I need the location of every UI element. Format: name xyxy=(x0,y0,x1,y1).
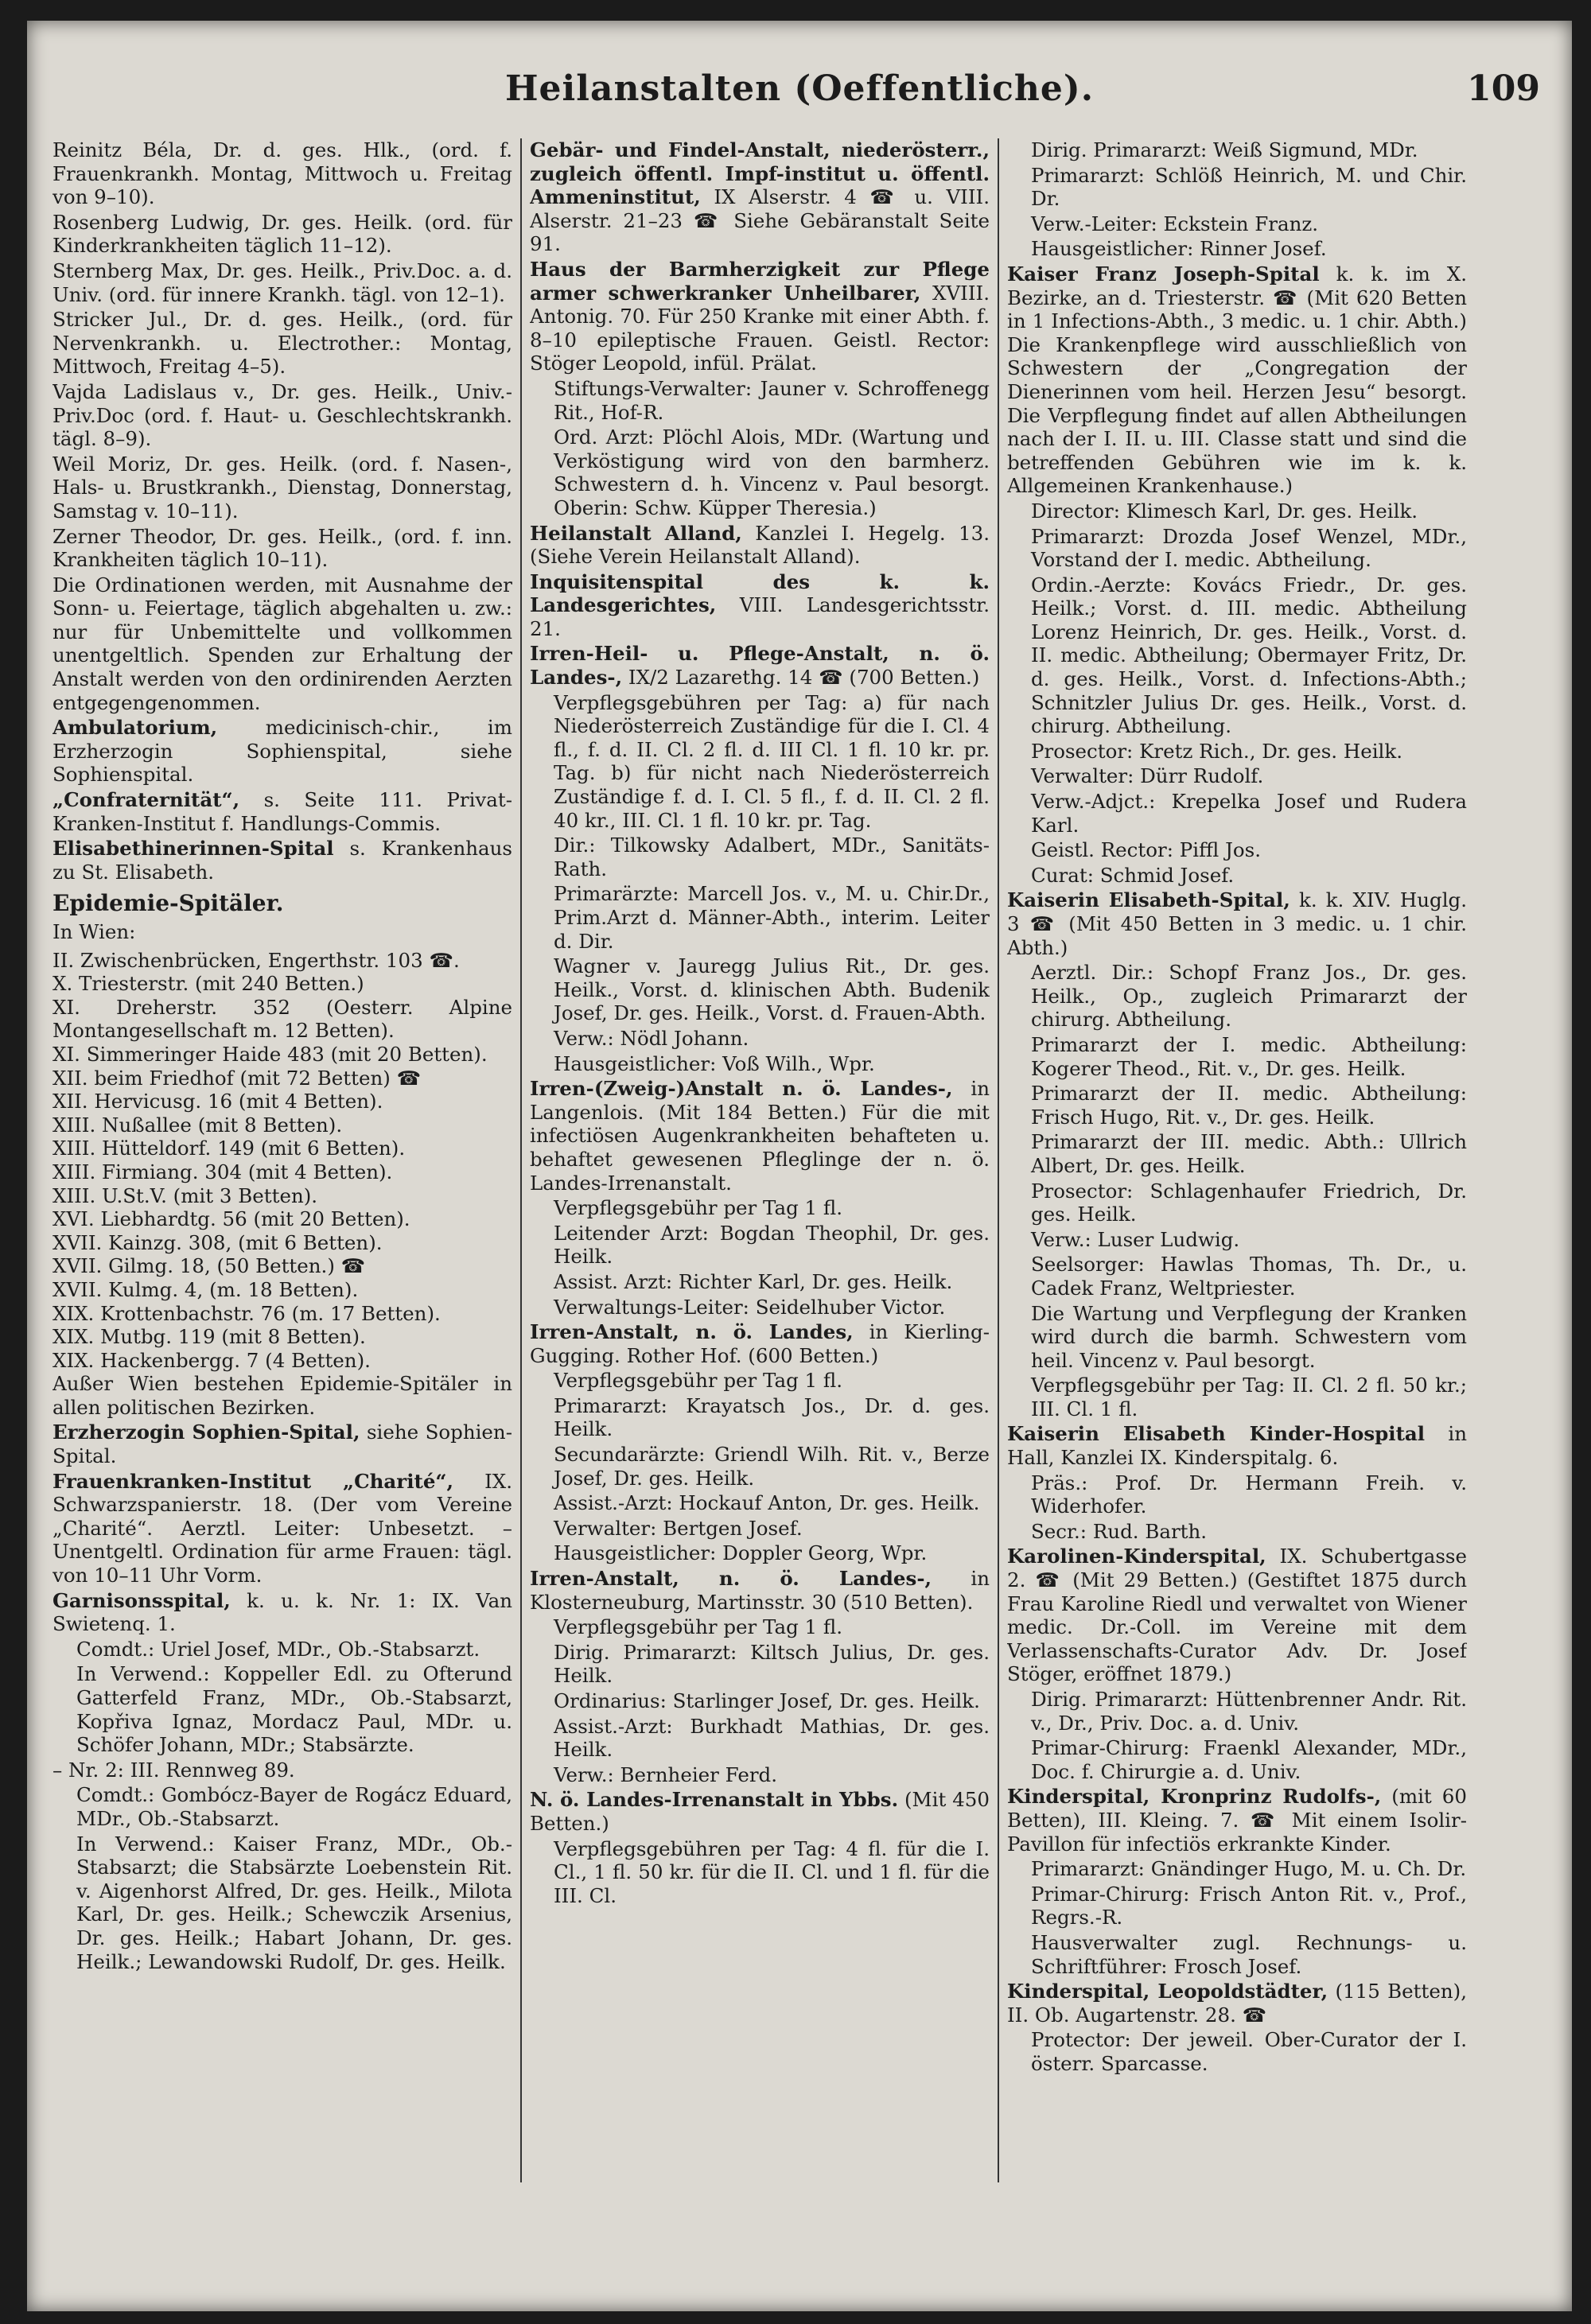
entry: Verwaltungs-Leiter: Seidelhuber Victor. xyxy=(554,1295,946,1319)
entry: Die Ordinationen werden, mit Ausnahme der Sonn- u. Feiertage, täglich abgehalten u. zw.: nur für Unbemittelte und vollkommen unentgeltlich. Spenden zur Erhaltung der Anstalt werden von den ordinirenden Aerzten entgegengenommen. xyxy=(53,573,512,714)
entry-heading: Kaiserin Elisabeth Kinder-Hospital xyxy=(1007,1422,1426,1446)
entry: Primararzt: Schlöß Heinrich, M. und Chir. Dr. xyxy=(1031,163,1467,211)
entry: Verpflegsgebühr per Tag 1 fl. xyxy=(554,1369,843,1393)
entry-heading: „Confraternität“, xyxy=(53,788,240,812)
entry: Primararzt: Gnändinger Hugo, M. u. Ch. Dr. xyxy=(1031,1857,1467,1881)
list-item: XIII. U.St.V. (mit 3 Betten). xyxy=(53,1183,318,1207)
entry xyxy=(530,642,990,689)
entry-text: siehe Sophien-Spital. xyxy=(53,1420,512,1468)
entry: Geistl. Rector: Piffl Jos. xyxy=(1031,838,1262,862)
entry-heading: Irren-Anstalt, n. ö. Landes-, xyxy=(530,1567,932,1591)
entry: Dirig. Primararzt: Kiltsch Julius, Dr. ges. Heilk. xyxy=(554,1640,990,1688)
entry: Ord. Arzt: Plöchl Alois, MDr. (Wartung und Verköstigung wird von den barmherz. Schwestern d. h. Vincenz v. Paul besorgt. Oberin: Schw. Küpper Theresia.) xyxy=(554,426,990,519)
entry: Primar-Chirurg: Fraenkl Alexander, MDr., Doc. f. Chirurgie a. d. Univ. xyxy=(1031,1736,1467,1783)
entry: Wagner v. Jauregg Julius Rit., Dr. ges. Heilk., Vorst. d. klinischen Abth. Budenik Josef, Dr. ges. Heilk., Vorst. d. Frauen-Abth. xyxy=(554,954,990,1025)
list-item: X. Triesterstr. (mit 240 Betten.) xyxy=(53,972,364,996)
entry-text: in Hall, Kanzlei IX. Kinderspitalg. 6. xyxy=(1007,1422,1467,1470)
list-item: XIX. Hackenbergg. 7 (4 Betten). xyxy=(53,1348,371,1372)
page-header xyxy=(27,68,1572,132)
entry-heading: Karolinen-Kinderspital, xyxy=(1007,1545,1266,1568)
entry xyxy=(1007,262,1467,498)
entry: Leitender Arzt: Bogdan Theophil, Dr. ges. Heilk. xyxy=(554,1221,990,1269)
entry: Die Wartung und Verpflegung der Kranken wird durch die barmh. Schwestern vom heil. Vincenz v. Paul besorgt. xyxy=(1031,1301,1467,1372)
entry: Director: Klimesch Karl, Dr. ges. Heilk. xyxy=(1031,499,1418,523)
list-item: XII. beim Friedhof (mit 72 Betten) ☎ xyxy=(53,1066,422,1090)
column-left xyxy=(53,138,512,2270)
entry: Hausgeistlicher: Voß Wilh., Wpr. xyxy=(554,1051,875,1075)
entry: Dir.: Tilkowsky Adalbert, MDr., Sanitäts-Rath. xyxy=(554,834,990,880)
page xyxy=(27,21,1572,2311)
column-divider xyxy=(520,138,522,2182)
entry xyxy=(1007,1422,1467,1469)
entry xyxy=(530,1567,990,1614)
entry: Verw.: Luser Ludwig. xyxy=(1031,1227,1240,1251)
epidemic-list xyxy=(53,949,512,1373)
entry: Assist.-Arzt: Burkhadt Mathias, Dr. ges. Heilk. xyxy=(554,1714,990,1762)
entry: Stiftungs-Verwalter: Jauner v. Schroffenegg Rit., Hof-R. xyxy=(554,376,990,424)
entry: In Verwend.: Kaiser Franz, MDr., Ob.-Stabsarzt; die Stabsärzte Loebenstein Rit. v. Aigenhorst Alfred, Dr. ges. Heilk., Milota Karl, Dr. ges. Heilk.; Schewczik Arsenius, Dr. ges. Heilk.; Habart Johann, Dr. ges. Heilk.; Lewandowski Rudolf, Dr. ges. Heilk. xyxy=(76,1832,512,1973)
entry-text: in Klosterneuburg, Martinsstr. 30 (510 Betten). xyxy=(530,1567,990,1614)
entry-heading: Gebär- und Findel-Anstalt, niederösterr., zugleich öffentl. Impf-institut u. öffentl. Ammeninstitut, xyxy=(530,138,990,209)
entry-text: (115 Betten), II. Ob. Augartenstr. 28. ☎ xyxy=(1007,1980,1467,2027)
entry: Zerner Theodor, Dr. ges. Heilk., (ord. f. inn. Krankheiten täglich 10–11). xyxy=(53,524,512,572)
entry-heading: Inquisitenspital des k. k. Landesgerichtes, xyxy=(530,569,990,617)
entry xyxy=(530,1320,990,1367)
entry: Verpflegsgebühr per Tag 1 fl. xyxy=(554,1196,843,1220)
entry xyxy=(53,1589,512,1636)
entry: Verw.: Nödl Johann. xyxy=(554,1026,749,1050)
entry-heading: Irren-(Zweig-)Anstalt n. ö. Landes-, xyxy=(530,1077,953,1101)
entry: Verpflegsgebühr per Tag: II. Cl. 2 fl. 50 kr.; III. Cl. 1 fl. xyxy=(1031,1374,1467,1420)
entry xyxy=(530,522,990,569)
list-item: XIII. Firmiang. 304 (mit 4 Betten). xyxy=(53,1160,393,1183)
list-item: II. Zwischenbrücken, Engerthstr. 103 ☎. xyxy=(53,948,460,972)
entry-text: k. k. XIV. Huglg. 3 ☎ (Mit 450 Betten in 3 medic. u. 1 chir. Abth.) xyxy=(1007,888,1467,959)
entry: Verpflegsgebühren per Tag: a) für nach Niederösterreich Zuständige für die I. Cl. 4 fl., f. d. II. Cl. 2 fl. d. III Cl. 1 fl. 10 kr. pr. Tag. b) für nicht nach Niederösterreich Zuständige f. d. I. Cl. 5 fl., f. d. II. Cl. 2 fl. 40 kr., III. Cl. 1 fl. 10 kr. pr. Tag. xyxy=(554,690,990,832)
entry-heading: Kinderspital, Leopoldstädter, xyxy=(1007,1980,1328,2003)
entry: Comdt.: Uriel Josef, MDr., Ob.-Stabsarzt. xyxy=(76,1637,480,1661)
entry-text: Kanzlei I. Hegelg. 13. (Siehe Verein Heilanstalt Alland). xyxy=(530,521,990,569)
entry: Hausverwalter zugl. Rechnungs- u. Schriftführer: Frosch Josef. xyxy=(1031,1930,1467,1978)
entry: Präs.: Prof. Dr. Hermann Freih. v. Widerhofer. xyxy=(1031,1471,1467,1518)
entry-text: s. Krankenhaus zu St. Elisabeth. xyxy=(53,837,512,884)
list-item: XII. Hervicusg. 16 (mit 4 Betten). xyxy=(53,1090,383,1113)
entry-text: in Kierling-Gugging. Rother Hof. (600 Betten.) xyxy=(530,1320,990,1367)
column-middle xyxy=(530,138,990,2270)
list-item: XVII. Gilmg. 18, (50 Betten.) ☎ xyxy=(53,1254,366,1278)
entry: – Nr. 2: III. Rennweg 89. xyxy=(53,1758,295,1782)
entry: Primararzt der II. medic. Abtheilung: Frisch Hugo, Rit. v., Dr. ges. Heilk. xyxy=(1031,1082,1467,1129)
entry xyxy=(1007,1785,1467,1856)
list-item: XVI. Liebhardtg. 56 (mit 20 Betten). xyxy=(53,1207,410,1231)
entry xyxy=(53,1420,512,1467)
list-item: XIII. Hütteldorf. 149 (mit 6 Betten). xyxy=(53,1137,406,1160)
entry: Comdt.: Gombócz-Bayer de Rogácz Eduard, MDr., Ob.-Stabsarzt. xyxy=(76,1783,512,1830)
entry: Rosenberg Ludwig, Dr. ges. Heilk. (ord. für Kinderkrankheiten täglich 11–12). xyxy=(53,210,512,258)
entry xyxy=(530,138,990,256)
section-title: Epidemie-Spitäler. xyxy=(53,890,284,917)
entry-text: k. u. k. Nr. 1: IX. Van Swietenq. 1. xyxy=(53,1588,512,1636)
entry: Primararzt der III. medic. Abth.: Ullrich Albert, Dr. ges. Heilk. xyxy=(1031,1130,1467,1177)
entry-text: medicinisch-chir., im Erzherzogin Sophienspital, siehe Sophienspital. xyxy=(53,716,512,787)
entry: Ordinarius: Starlinger Josef, Dr. ges. Heilk. xyxy=(554,1689,980,1712)
entry-heading: Kinderspital, Kronprinz Rudolfs-, xyxy=(1007,1785,1382,1809)
entry: Primararzt: Drozda Josef Wenzel, MDr., Vorstand der I. medic. Abtheilung. xyxy=(1031,524,1467,572)
column-divider xyxy=(998,138,999,2182)
entry: Sternberg Max, Dr. ges. Heilk., Priv.Doc. a. d. Univ. (ord. für innere Krankh. tägl. von 12–1). xyxy=(53,258,512,306)
entry-heading: Ambulatorium, xyxy=(53,716,218,740)
list-item: XI. Dreherstr. 352 (Oesterr. Alpine Montangesellschaft m. 12 Betten). xyxy=(53,995,512,1043)
entry: Hausgeistlicher: Rinner Josef. xyxy=(1031,237,1327,261)
entry: Außer Wien bestehen Epidemie-Spitäler in allen politischen Bezirken. xyxy=(53,1372,512,1419)
entry: Curat: Schmid Josef. xyxy=(1031,863,1235,887)
entry: Dirig. Primararzt: Hüttenbrenner Andr. Rit. v., Dr., Priv. Doc. a. d. Univ. xyxy=(1031,1688,1467,1735)
list-item: XVII. Kulmg. 4, (m. 18 Betten). xyxy=(53,1277,359,1301)
entry: Weil Moriz, Dr. ges. Heilk. (ord. f. Nasen-, Hals- u. Brustkrankh., Dienstag, Donnerstag, Samstag v. 10–11). xyxy=(53,452,512,523)
entry: Verw.-Leiter: Eckstein Franz. xyxy=(1031,212,1319,235)
entry: Assist. Arzt: Richter Karl, Dr. ges. Heilk. xyxy=(554,1269,953,1293)
entry: Prosector: Kretz Rich., Dr. ges. Heilk. xyxy=(1031,739,1403,763)
entry-heading: Elisabethinerinnen-Spital xyxy=(53,837,334,861)
entry xyxy=(1007,888,1467,959)
entry: Primararzt der I. medic. Abtheilung: Kogerer Theod., Rit. v., Dr. ges. Heilk. xyxy=(1031,1032,1467,1080)
entry-text: IX/2 Lazarethg. 14 ☎ (700 Betten.) xyxy=(622,666,980,690)
page-number: 109 xyxy=(1467,68,1540,109)
entry-heading: Kaiserin Elisabeth-Spital, xyxy=(1007,888,1290,912)
entry xyxy=(530,570,990,641)
entry: Protector: Der jeweil. Ober-Curator der I. österr. Sparcasse. xyxy=(1031,2028,1467,2075)
list-item: XVII. Kainzg. 308, (mit 6 Betten). xyxy=(53,1230,383,1254)
list-item: XIX. Mutbg. 119 (mit 8 Betten). xyxy=(53,1325,366,1349)
entry-heading: Kaiser Franz Joseph-Spital xyxy=(1007,262,1320,286)
entry-text: in Langenlois. (Mit 184 Betten.) Für die mit infectiösen Augenkrankheiten behafteten u. behaftet gewesenen Pfleglinge der n. ö. Landes-Irrenanstalt. xyxy=(530,1077,990,1195)
page-title: Heilanstalten (Oeffentliche). xyxy=(504,68,1095,109)
entry xyxy=(1007,1980,1467,2027)
entry-heading: Garnisonsspital, xyxy=(53,1588,231,1612)
entry: Prosector: Schlagenhaufer Friedrich, Dr. ges. Heilk. xyxy=(1031,1179,1467,1226)
entry: Assist.-Arzt: Hockauf Anton, Dr. ges. Heilk. xyxy=(554,1491,980,1515)
entry xyxy=(530,1788,990,1835)
entry xyxy=(53,837,512,884)
entry: Primar-Chirurg: Frisch Anton Rit. v., Prof., Regrs.-R. xyxy=(1031,1882,1467,1930)
entry: Vajda Ladislaus v., Dr. ges. Heilk., Univ.-Priv.Doc (ord. f. Haut- u. Geschlechtskrankh. tägl. 8–9). xyxy=(53,379,512,451)
entry-text: k. k. im X. Bezirke, an d. Triesterstr. ☎ (Mit 620 Betten in 1 Infections-Abth., 3 medic. u. 1 chir. Abth.) Die Krankenpflege wird ausschließlich von Schwestern der „Congregation der Dienerinnen vom heil. Herzen Jesu“ besorgt. Die Verpflegung findet auf allen Abtheilungen nach der I. II. u. III. Classe statt und sind die betreffenden Gebühren wie im k. k. Allgemeinen Krankenhause.) xyxy=(1007,262,1467,498)
entry-text: IX Alserstr. 4 ☎ u. VIII. Alserstr. 21–23 ☎ Siehe Gebäranstalt Seite 91. xyxy=(530,185,990,256)
entry xyxy=(530,258,990,375)
entry: Verw.-Adjct.: Krepelka Josef und Rudera Karl. xyxy=(1031,790,1467,837)
entry-heading: Irren-Anstalt, n. ö. Landes, xyxy=(530,1320,854,1344)
entry: Secundarärzte: Griendl Wilh. Rit. v., Berze Josef, Dr. ges. Heilk. xyxy=(554,1443,990,1490)
list-item: XIII. Nußallee (mit 8 Betten). xyxy=(53,1113,343,1137)
entry xyxy=(53,716,512,787)
entry xyxy=(1007,1545,1467,1686)
entry: Verwalter: Dürr Rudolf. xyxy=(1031,764,1264,788)
entry-heading: Heilanstalt Alland, xyxy=(530,521,742,545)
entry-heading: Irren-Heil- u. Pflege-Anstalt, n. ö. Landes-, xyxy=(530,642,990,690)
entry: In Verwend.: Koppeller Edl. zu Ofterund Gatterfeld Franz, MDr., Ob.-Stabsarzt, Kopřiva Ignaz, Mordacz Paul, MDr. u. Schöfer Johann, MDr.; Stabsärzte. xyxy=(76,1662,512,1757)
entry-text: (mit 60 Betten), III. Kleing. 7. ☎ Mit einem Isolir-Pavillon für infectiös erkrankte Kinder. xyxy=(1007,1785,1467,1856)
entry-heading: Erzherzogin Sophien-Spital, xyxy=(53,1420,360,1444)
entry: Verwalter: Bertgen Josef. xyxy=(554,1516,803,1540)
entry-text: VIII. Landesgerichtsstr. 21. xyxy=(530,593,990,640)
column-right xyxy=(1007,138,1467,2270)
entry-heading: N. ö. Landes-Irrenanstalt in Ybbs. xyxy=(530,1788,899,1812)
entry xyxy=(53,788,512,835)
entry: Seelsorger: Hawlas Thomas, Th. Dr., u. Cadek Franz, Weltpriester. xyxy=(1031,1253,1467,1300)
entry-heading: Frauenkranken-Institut „Charité“, xyxy=(53,1469,454,1493)
entry-text: IX. Schubertgasse 2. ☎ (Mit 29 Betten.) (Gestiftet 1875 durch Frau Karoline Riedl und verwaltet von Wiener medic. Dr.-Coll. im Vereine mit dem Verlassenschafts-Curator Adv. Dr. Josef Stöger, eröffnet 1879.) xyxy=(1007,1545,1467,1686)
entry: Ordin.-Aerzte: Kovács Friedr., Dr. ges. Heilk.; Vorst. d. III. medic. Abtheilung Lorenz Heinrich, Dr. ges. Heilk., Vorst. d. II. medic. Abtheilung; Obermayer Fritz, Dr. d. ges. Heilk., Vorst. d. Infections-Abth.; Schnitzler Julius Dr. ges. Heilk., Vorst. d. chirurg. Abtheilung. xyxy=(1031,573,1467,738)
entry: Verpflegsgebühren per Tag: 4 fl. für die I. Cl., 1 fl. 50 kr. für die II. Cl. und 1 fl. für die III. Cl. xyxy=(554,1836,990,1907)
list-item: XIX. Krottenbachstr. 76 (m. 17 Betten). xyxy=(53,1301,441,1325)
section-subtitle: In Wien: xyxy=(53,920,136,943)
list-item: XI. Simmeringer Haide 483 (mit 20 Betten). xyxy=(53,1042,488,1066)
entry xyxy=(53,1470,512,1588)
entry-text: s. Seite 111. Privat-Kranken-Institut f. Handlungs-Commis. xyxy=(53,788,512,835)
entry: Primararzt: Krayatsch Jos., Dr. d. ges. Heilk. xyxy=(554,1393,990,1441)
entry-text: XVIII. Antonig. 70. Für 250 Kranke mit einer Abth. f. 8–10 epileptische Frauen. Geistl. Rector: Stöger Leopold, infül. Prälat. xyxy=(530,281,990,375)
entry-heading: Haus der Barmherzigkeit zur Pflege armer schwerkranker Unheilbarer, xyxy=(530,257,990,305)
entry xyxy=(530,1077,990,1195)
entry: Aerztl. Dir.: Schopf Franz Jos., Dr. ges. Heilk., Op., zugleich Primararzt der chirurg. Abtheilung. xyxy=(1031,961,1467,1032)
entry: Hausgeistlicher: Doppler Georg, Wpr. xyxy=(554,1541,928,1565)
entry: Secr.: Rud. Barth. xyxy=(1031,1519,1208,1543)
entry: Reinitz Béla, Dr. d. ges. Hlk., (ord. f. Frauenkrankh. Montag, Mittwoch u. Freitag von 9–10). xyxy=(53,138,512,209)
entry-text: (Mit 450 Betten.) xyxy=(530,1788,990,1835)
entry: Stricker Jul., Dr. d. ges. Heilk., (ord. für Nervenkrankh. u. Electrother.: Montag, Mittwoch, Freitag 4–5). xyxy=(53,308,512,379)
entry: Dirig. Primararzt: Weiß Sigmund, MDr. xyxy=(1031,138,1418,161)
entry: Verpflegsgebühr per Tag 1 fl. xyxy=(554,1615,843,1639)
entry-text: IX. Schwarzspanierstr. 18. (Der vom Vereine „Charité“. Aerztl. Leiter: Unbesetzt. – Unentgeltl. Ordination für arme Frauen: tägl. von 10–11 Uhr Vorm. xyxy=(53,1469,512,1588)
entry: Verw.: Bernheier Ferd. xyxy=(554,1762,777,1786)
entry: Primarärzte: Marcell Jos. v., M. u. Chir.Dr., Prim.Arzt d. Männer-Abth., interim. Leiter d. Dir. xyxy=(554,882,990,953)
